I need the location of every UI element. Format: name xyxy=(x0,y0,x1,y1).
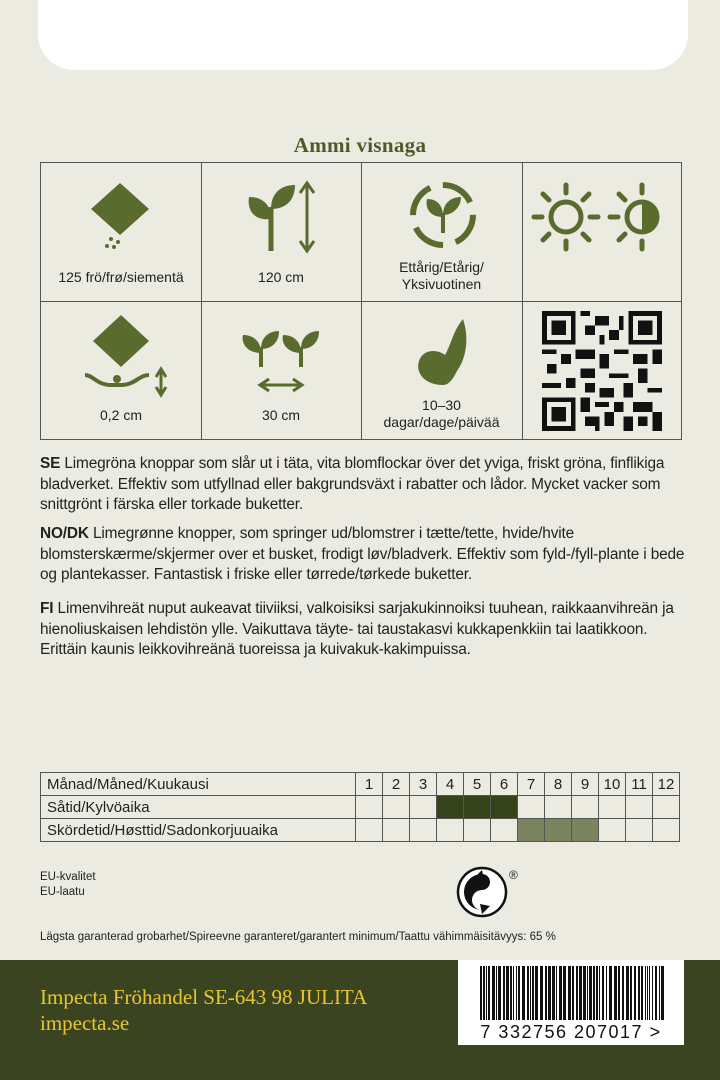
sowing-depth-icon xyxy=(79,313,169,403)
hang-tab-cutout xyxy=(38,0,688,70)
description-fi xyxy=(40,599,690,661)
plant-spacing-cell xyxy=(201,301,361,440)
harvest-cell xyxy=(653,819,680,842)
lang-code-fi: FI xyxy=(40,600,54,617)
sow-cell xyxy=(356,796,383,819)
sowing-row xyxy=(41,796,680,819)
month-4: 4 xyxy=(437,773,464,796)
barcode-number: 7 332756 207017 > xyxy=(480,1022,662,1042)
annual-cycle-icon xyxy=(407,179,479,251)
harvest-cell xyxy=(437,819,464,842)
month-11: 11 xyxy=(626,773,653,796)
lifecycle-cell xyxy=(361,163,522,301)
harvest-cell xyxy=(491,819,518,842)
harvest-cell xyxy=(545,819,572,842)
sow-cell xyxy=(437,796,464,819)
germination-days: 10–30 xyxy=(422,397,461,413)
eu-quality-se: EU-kvalitet xyxy=(40,871,96,883)
seed-count-label: 125 frö/frø/siementä xyxy=(58,269,184,285)
sun-partial-shade-icon xyxy=(530,181,676,253)
sowing-depth-label: 0,2 cm xyxy=(99,407,142,423)
month-9: 9 xyxy=(572,773,599,796)
lifecycle-label-1: Ettårig/Etårig/ xyxy=(399,259,484,275)
lifecycle-label-2: Yksivuotinen xyxy=(401,276,482,292)
barcode-bars-icon xyxy=(458,960,684,1022)
sow-cell xyxy=(572,796,599,819)
germinating-seed-icon xyxy=(411,315,475,389)
harvest-cell xyxy=(518,819,545,842)
month-5: 5 xyxy=(464,773,491,796)
harvest-cell xyxy=(572,819,599,842)
sow-cell xyxy=(653,796,680,819)
seed-count-cell xyxy=(41,163,201,301)
plant-spacing-icon xyxy=(235,323,327,395)
sow-cell xyxy=(491,796,518,819)
eu-quality-fi: EU-laatu xyxy=(40,886,85,898)
harvest-cell xyxy=(626,819,653,842)
description-se-text: Limegröna knoppar som slår ut i täta, vita blomflockar över det yviga, friskt gröna, finflikiga bladverket. Effektiv som utfyllnad eller bakgrundsväxt i rabatter och lådor. Mycket vacker som snittgrönt i färska eller torkade buketter. xyxy=(40,455,665,513)
harvest-cell xyxy=(356,819,383,842)
month-1: 1 xyxy=(356,773,383,796)
month-8: 8 xyxy=(545,773,572,796)
germination-guarantee: Lägsta garanterad grobarhet/Spireevne garanteret/garantert minimum/Taattu vähimmäisitävyys: 65 % xyxy=(40,931,556,943)
sow-cell xyxy=(518,796,545,819)
sowing-label: Såtid/Kylvöaika xyxy=(41,796,356,819)
lang-code-se: SE xyxy=(40,455,61,472)
harvest-cell xyxy=(464,819,491,842)
month-2: 2 xyxy=(383,773,410,796)
barcode xyxy=(458,960,684,1045)
company-address: Impecta Fröhandel SE-643 98 JULITA xyxy=(40,985,368,1009)
lang-code-no-dk: NO/DK xyxy=(40,525,89,542)
sowing-depth-cell xyxy=(41,301,201,440)
description-no-dk xyxy=(40,524,690,586)
sun-exposure-cell xyxy=(522,163,682,301)
germination-cell xyxy=(361,301,522,440)
sow-cell xyxy=(383,796,410,819)
sow-cell xyxy=(626,796,653,819)
month-12: 12 xyxy=(653,773,680,796)
harvest-cell xyxy=(383,819,410,842)
seed-packet-icon xyxy=(85,181,155,251)
sow-cell xyxy=(410,796,437,819)
calendar-header-row xyxy=(41,773,680,796)
description-fi-text: Limenvihreät nuput aukeavat tiiviiksi, valkoisiksi sarjakukinnoiksi tuuhean, raikkaanvihreän ja hienoliuskaisen lehdistön ylle. Vaikuttava täyte- tai taustakasvi kukkapenkkiin tai laatikkoon. Erittäin kaunis leikkovihreänä tuoreissa ja kuivakuk-kakimpuissa. xyxy=(40,600,674,658)
month-7: 7 xyxy=(518,773,545,796)
company-website[interactable]: impecta.se xyxy=(40,1011,130,1035)
green-dot-recycling-icon xyxy=(456,866,508,918)
registered-mark: ® xyxy=(509,868,518,882)
qr-code-cell xyxy=(522,301,682,440)
height-cell xyxy=(201,163,361,301)
plant-height-icon xyxy=(245,179,321,255)
harvest-cell xyxy=(599,819,626,842)
info-grid xyxy=(40,162,682,440)
description-se xyxy=(40,454,690,516)
qr-code-icon[interactable] xyxy=(542,311,662,431)
description-no-dk-text: Limegrønne knopper, som springer ud/blomstrer i tætte/tette, hvide/hvite blomsterskærme/skjermer over et busket, frodigt løv/bladverk. Effektiv som fyld-/fyll-plante i bede og plantekasser. Fantastisk i friske eller tørrede/tørkede buketter. xyxy=(40,525,685,583)
harvest-label: Skördetid/Høsttid/Sadonkorjuuaika xyxy=(41,819,356,842)
harvest-row xyxy=(41,819,680,842)
plant-spacing-label: 30 cm xyxy=(261,407,301,423)
plant-title: Ammi visnaga xyxy=(293,133,427,157)
sow-cell xyxy=(545,796,572,819)
harvest-cell xyxy=(410,819,437,842)
sow-cell xyxy=(464,796,491,819)
month-3: 3 xyxy=(410,773,437,796)
month-label: Månad/Måned/Kuukausi xyxy=(41,773,356,796)
sow-cell xyxy=(599,796,626,819)
month-6: 6 xyxy=(491,773,518,796)
sowing-calendar xyxy=(40,772,680,842)
height-label: 120 cm xyxy=(258,269,304,285)
month-10: 10 xyxy=(599,773,626,796)
germination-unit: dagar/dage/päivää xyxy=(383,414,500,430)
